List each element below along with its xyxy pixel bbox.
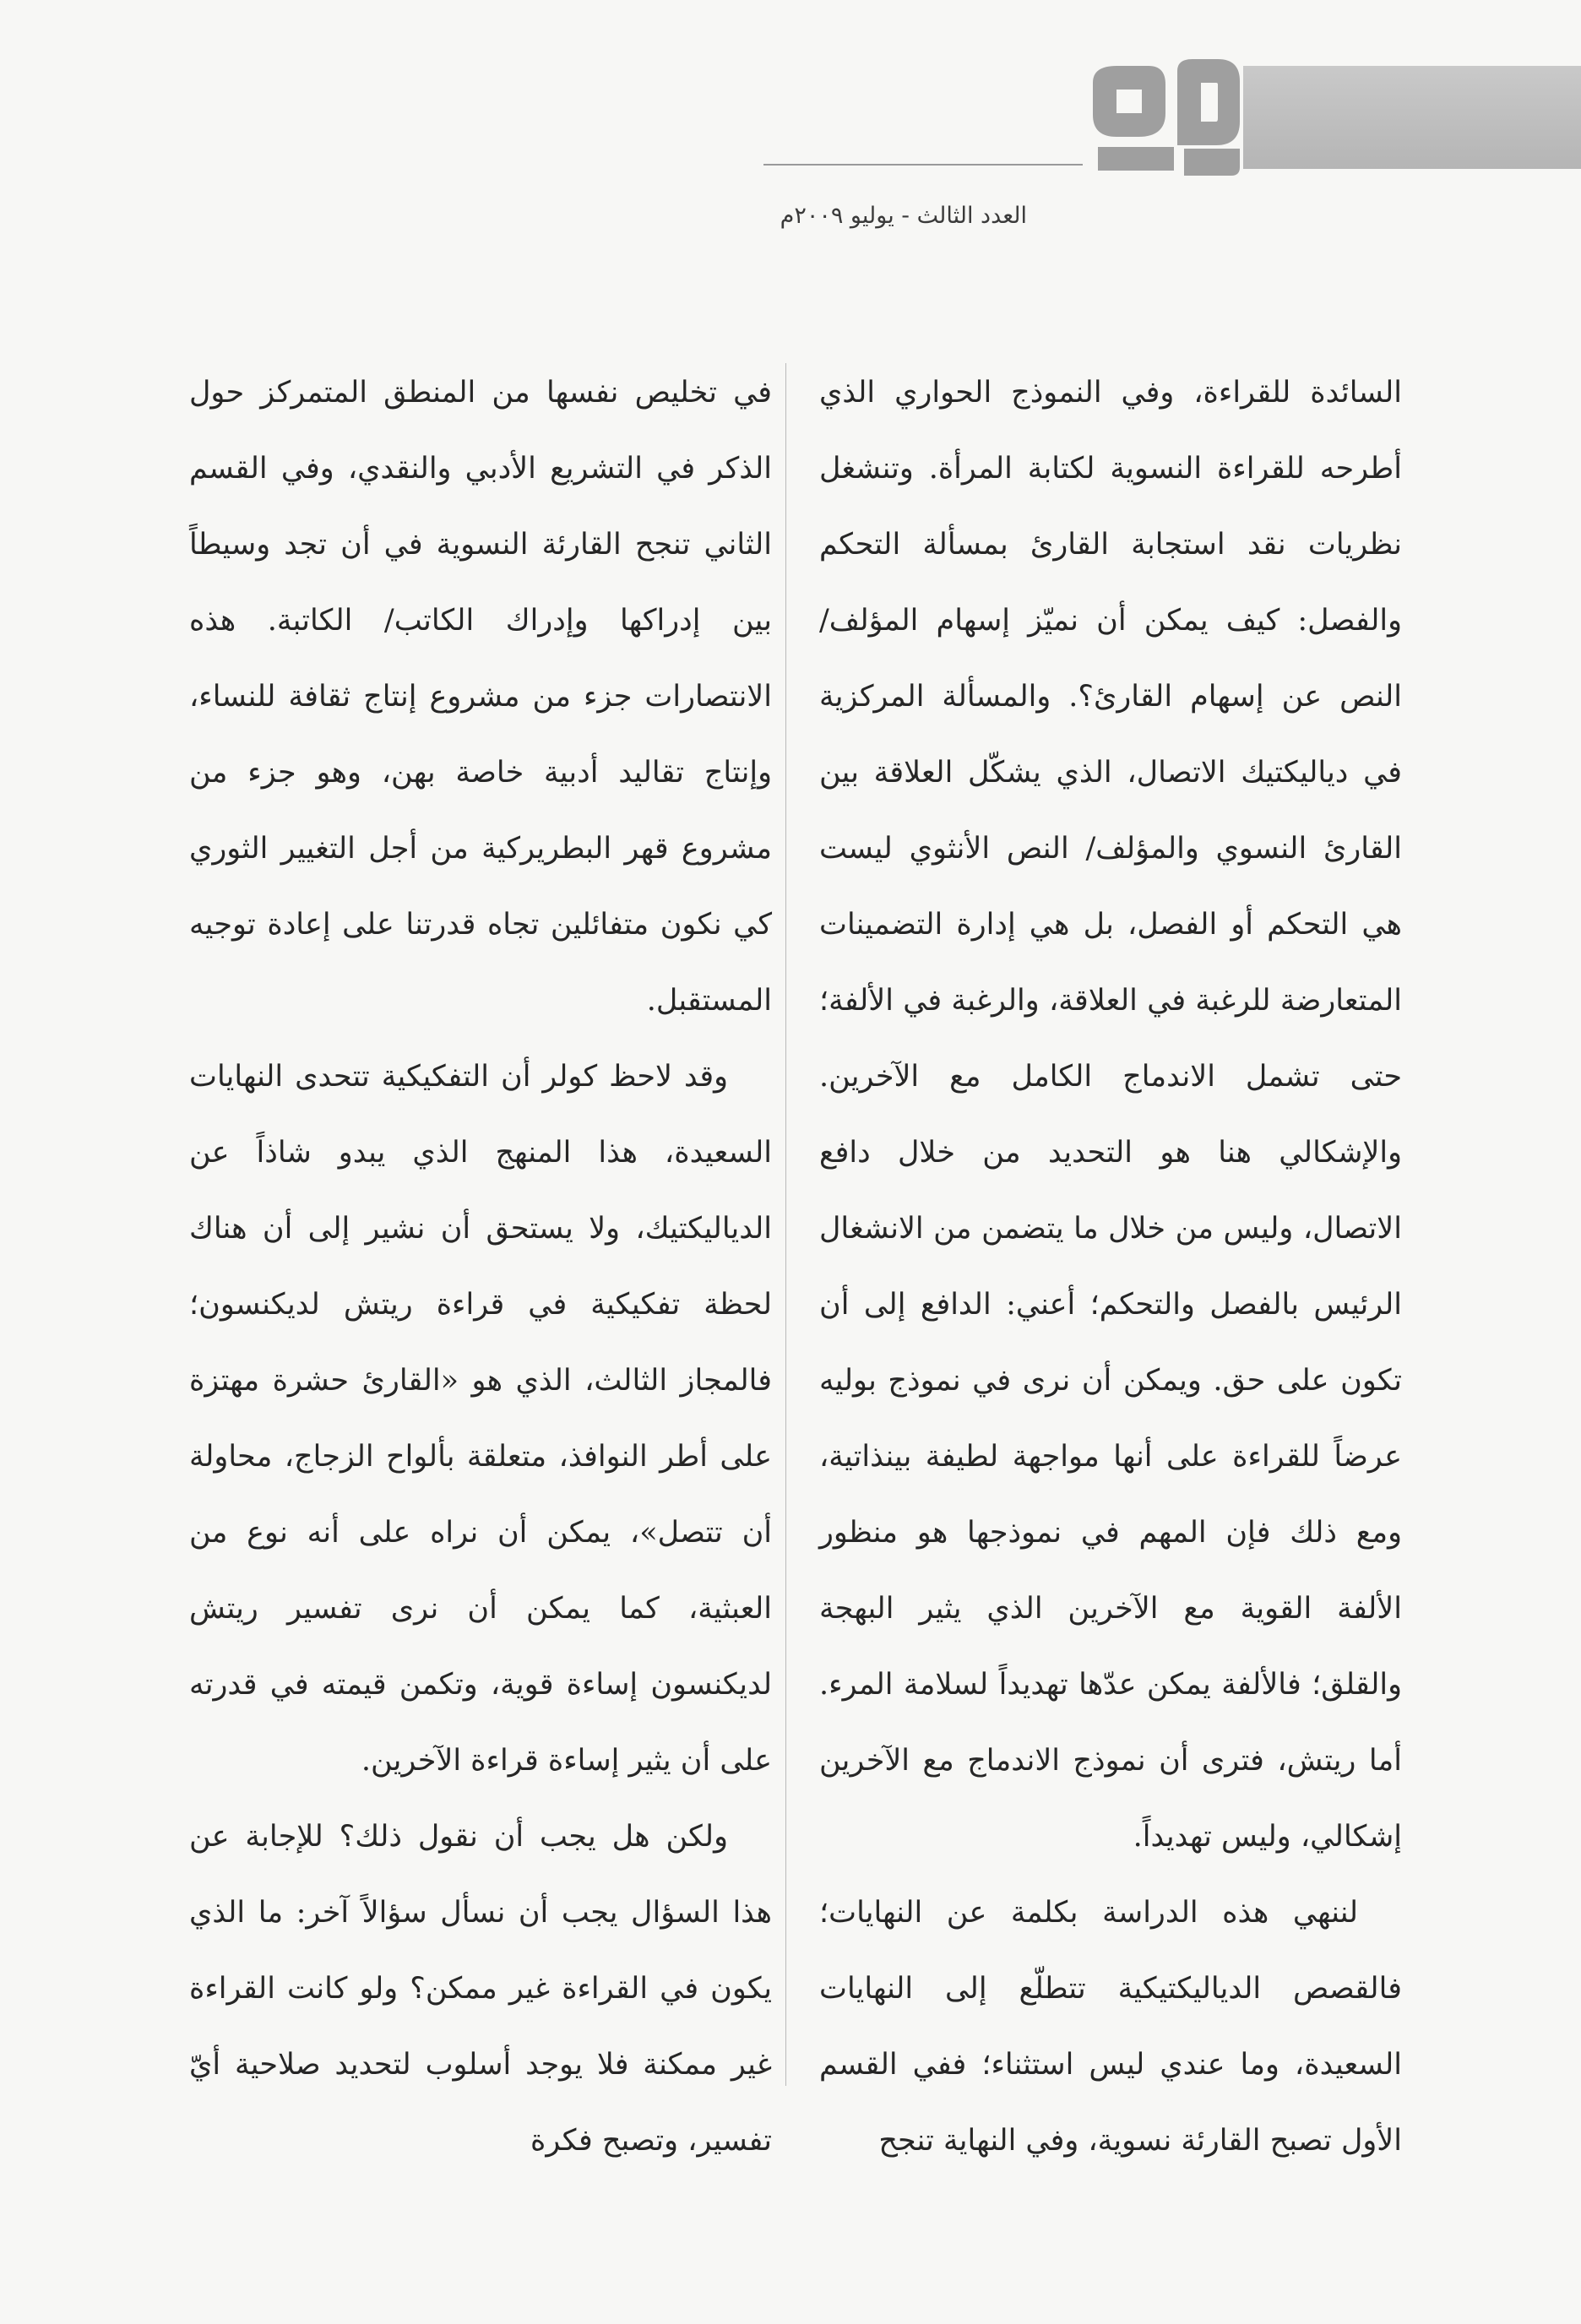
masthead-gray-bar [1243, 66, 1581, 169]
magazine-logo-icon [1083, 59, 1243, 177]
paragraph: لننهي هذه الدراسة بكلمة عن النهايات؛ فالقصص الدياليكتيكية تتطلّع إلى النهايات السعيدة، وما عندي ليس استثناء؛ ففي القسم الأول تصبح القارئة نسوية، وفي النهاية تنجح [819, 1896, 1402, 2158]
paragraph: السائدة للقراءة، وفي النموذج الحواري الذي أطرحه للقراءة النسوية لكتابة المرأة. وتنشغل نظريات نقد استجابة القارئ بمسألة التحكم والفصل: كيف يمكن أن نميّز إسهام المؤلف/ النص عن إسهام القارئ؟. والمسألة المركزية في دياليكتيك الاتصال، الذي يشكّل العلاقة بين القارئ النسوي والمؤلف/ النص الأنثوي ليست هي التحكم أو الفصل، بل هي إدارة التضمينات المتعارضة للرغبة في العلاقة، والرغبة في الألفة؛ حتى تشمل الاندماج الكامل مع الآخرين. والإشكالي هنا هو التحديد من خلال دافع الاتصال، وليس من خلال ما يتضمن من الانشغال الرئيس بالفصل والتحكم؛ أعني: الدافع إلى أن تكون على حق. ويمكن أن نرى في نموذج بوليه عرضاً للقراءة على أنها مواجهة لطيفة بينذاتية، ومع ذلك فإن المهم في نموذجها هو منظور الألفة القوية مع الآخرين الذي يثير البهجة والقلق؛ فالألفة يمكن عدّها تهديداً لسلامة المرء. أما ريتش، فترى أن نموذج الاندماج مع الآخرين إشكالي، وليس تهديداً. [819, 376, 1402, 1854]
column-divider [785, 363, 786, 2086]
text-column-right [819, 355, 1402, 2179]
masthead-rule [763, 164, 1083, 166]
issue-date-line: العدد الثالث - يوليو ٢٠٠٩م [780, 203, 1027, 229]
paragraph: وقد لاحظ كولر أن التفكيكية تتحدى النهايات السعيدة، هذا المنهج الذي يبدو شاذاً عن الدياليكتيك، ولا يستحق أن نشير إلى أن هناك لحظة تفكيكية في قراءة ريتش لديكنسون؛ فالمجاز الثالث، الذي هو «القارئ حشرة مهتزة على أطر النوافذ، متعلقة بألواح الزجاج، محاولة أن تتصل»، يمكن أن نراه على أنه نوع من العبثية، كما يمكن أن نرى تفسير ريتش لديكنسون إساءة قوية، وتكمن قيمته في قدرته على أن يثير إساءة قراءة الآخرين. [189, 1060, 772, 1778]
paragraph: ولكن هل يجب أن نقول ذلك؟ للإجابة عن هذا السؤال يجب أن نسأل سؤالاً آخر: ما الذي يكون في القراءة غير ممكن؟ ولو كانت القراءة غير ممكنة فلا يوجد أسلوب لتحديد صلاحية أيّ تفسير، وتصبح فكرة [189, 1820, 772, 2158]
paragraph: في تخليص نفسها من المنطق المتمركز حول الذكر في التشريع الأدبي والنقدي، وفي القسم الثاني تنجح القارئة النسوية في أن تجد وسيطاً بين إدراكها وإدراك الكاتب/ الكاتبة. هذه الانتصارات جزء من مشروع إنتاج ثقافة للنساء، وإنتاج تقاليد أدبية خاصة بهن، وهو جزء من مشروع قهر البطريركية من أجل التغيير الثوري كي نكون متفائلين تجاه قدرتنا على إعادة توجيه المستقبل. [189, 376, 772, 1018]
masthead [763, 59, 1581, 177]
text-column-left [189, 355, 772, 2179]
